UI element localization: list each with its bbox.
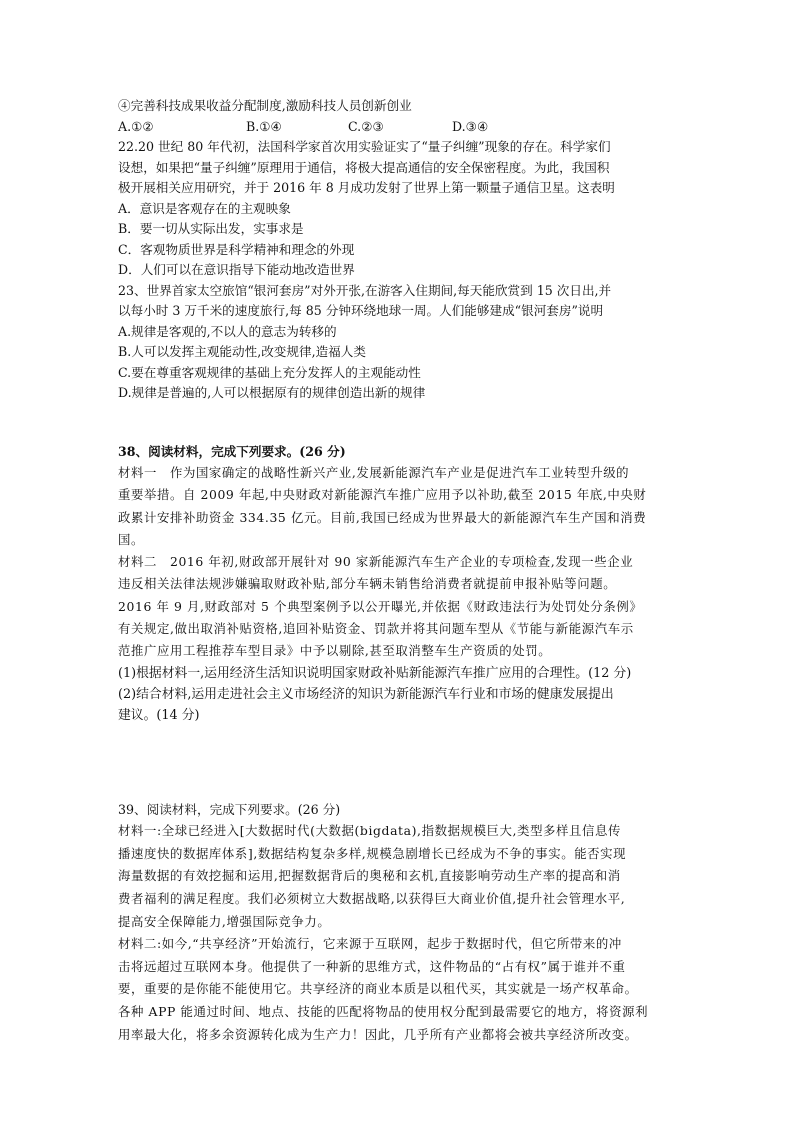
q38-material-line: 材料二 2016 年初,财政部开展针对 90 家新能源汽车生产企业的专项检查,发现一些企业 <box>118 554 634 570</box>
q22-option-d: D．人们可以在意识指导下能动地改造世界 <box>118 262 355 277</box>
q39-material-line: 要，重要的是你能不能使用它。共享经济的商业本质是以租代买，其实就是一场产权革命。 <box>118 981 638 997</box>
q39-material-line: 各种 APP 能通过时间、地点、技能的匹配将物品的使用权分配到最需要它的地方，将资源利 <box>118 1003 649 1019</box>
q22-option-c: C．客观物质世界是科学精神和理念的外现 <box>118 241 355 257</box>
question-21-tail <box>118 96 684 137</box>
q38-question-1: (1)根据材料一,运用经济生活知识说明国家财政补贴新能源汽车推广应用的合理性。(12 分) <box>118 665 632 681</box>
q23-stem-line: 以每小时 3 万千米的速度旅行,每 85 分钟环绕地球一周。人们能够建成“银河套房”说明 <box>118 303 604 318</box>
q39-material-line: 用率最大化，将多余资源转化成为生产力！因此，几乎所有产业都将会被共享经济所改变。 <box>118 1026 638 1042</box>
question-39 <box>118 800 684 1046</box>
choice-d: D.③④ <box>452 118 489 134</box>
q39-material-line: 提高安全保障能力,增强国际竞争力。 <box>118 913 331 929</box>
choice-a: A.①② <box>118 118 154 134</box>
q38-question-2: (2)结合材料,运用走进社会主义市场经济的知识为新能源汽车行业和市场的健康发展提出 <box>118 686 614 702</box>
q23-option-a: A.规律是客观的,不以人的意志为转移的 <box>118 323 337 339</box>
q38-material-line: 国。 <box>118 531 144 547</box>
q22-stem-line: 22.20 世纪 80 年代初，法国科学家首次用实验证实了“量子纠缠”现象的存在。科学家们 <box>118 139 611 154</box>
q23-option-d: D.规律是普遍的,人可以根据原有的规律创造出新的规律 <box>118 385 426 400</box>
q38-material-line: 材料一 作为国家确定的战略性新兴产业,发展新能源汽车产业是促进汽车工业转型升级的 <box>118 465 630 480</box>
q39-material-line: 费者福利的满足程度。我们必须树立大数据战略,以获得巨大商业价值,提升社会管理水平, <box>118 890 626 906</box>
q21-choices <box>118 117 684 138</box>
q23-option-b: B.人可以发挥主观能动性,改变规律,造福人类 <box>118 344 366 359</box>
q39-material-line: 材料一:全球已经进入[大数据时代(大数据(bigdata),指数据规模巨大,类型多样且信息传 <box>118 823 621 839</box>
q38-material-line: 2016 年 9 月,财政部对 5 个典型案例予以公开曝光,并依据《财政违法行为处罚处分条例》 <box>118 598 643 614</box>
q38-material-line: 违反相关法律法规涉嫌骗取财政补贴,部分车辆未销售给消费者就提前申报补贴等问题。 <box>118 576 617 592</box>
q39-material-line: 材料二:如今,“共享经济”开始流行，它来源于互联网，起步于数据时代，但它所带来的冲 <box>118 936 622 952</box>
q39-material-line: 海量数据的有效挖掘和运用,把握数据背后的奥秘和玄机,直接影响劳动生产率的提高和消 <box>118 868 621 884</box>
q38-material-line: 重要举措。自 2009 年起,中央财政对新能源汽车推广应用予以补助,截至 2015 年底,中央财 <box>118 487 647 503</box>
exam-page <box>118 96 684 1046</box>
q22-stem-line: 设想，如果把“量子纠缠”原理用于通信，将极大提高通信的安全保密程度。为此，我国积 <box>118 159 610 175</box>
choice-c: C.②③ <box>348 118 384 134</box>
q38-material-line: 有关规定,做出取消补贴资格,追回补贴资金、罚款并将其问题车型从《节能与新能源汽车示 <box>118 621 634 637</box>
q22-option-a: A．意识是客观存在的主观映象 <box>118 200 291 216</box>
q23-stem-line: 23、世界首家太空旅馆“银河套房”对外开张,在游客入住期间,每天能欣赏到 15 次日出,并 <box>118 282 612 298</box>
q38-material-line: 政累计安排补助资金 334.35 亿元。目前,我国已经成为世界最大的新能源汽车生产国和消费 <box>118 509 647 525</box>
q22-stem-line: 极开展相关应用研究，并于 2016 年 8 月成功发射了世界上第一颗量子通信卫星。这表明 <box>118 180 615 195</box>
q38-question-2-cont: 建议。(14 分) <box>118 707 200 723</box>
q21-option-4: ④完善科技成果收益分配制度,激励科技人员创新创业 <box>118 98 412 113</box>
question-22 <box>118 137 684 281</box>
q39-title: 39、阅读材料，完成下列要求。(26 分) <box>118 801 341 817</box>
question-38 <box>118 442 684 726</box>
q38-title: 38、阅读材料，完成下列要求。(26 分) <box>118 443 346 459</box>
q39-material-line: 播速度快的数据库体系],数据结构复杂多样,规模急剧增长已经成为不争的事实。能否实现 <box>118 845 627 861</box>
question-23 <box>118 281 684 404</box>
q23-option-c: C.要在尊重客观规律的基础上充分发挥人的主观能动性 <box>118 364 421 380</box>
q39-material-line: 击将远超过互联网本身。他提供了一种新的思维方式，这件物品的“占有权”属于谁并不重 <box>118 958 626 974</box>
q38-material-line: 范推广应用工程推荐车型目录》中予以剔除,甚至取消整车生产资质的处罚。 <box>118 643 552 659</box>
q22-option-b: B．要一切从实际出发，实事求是 <box>118 221 304 236</box>
choice-b: B.①④ <box>246 118 282 134</box>
